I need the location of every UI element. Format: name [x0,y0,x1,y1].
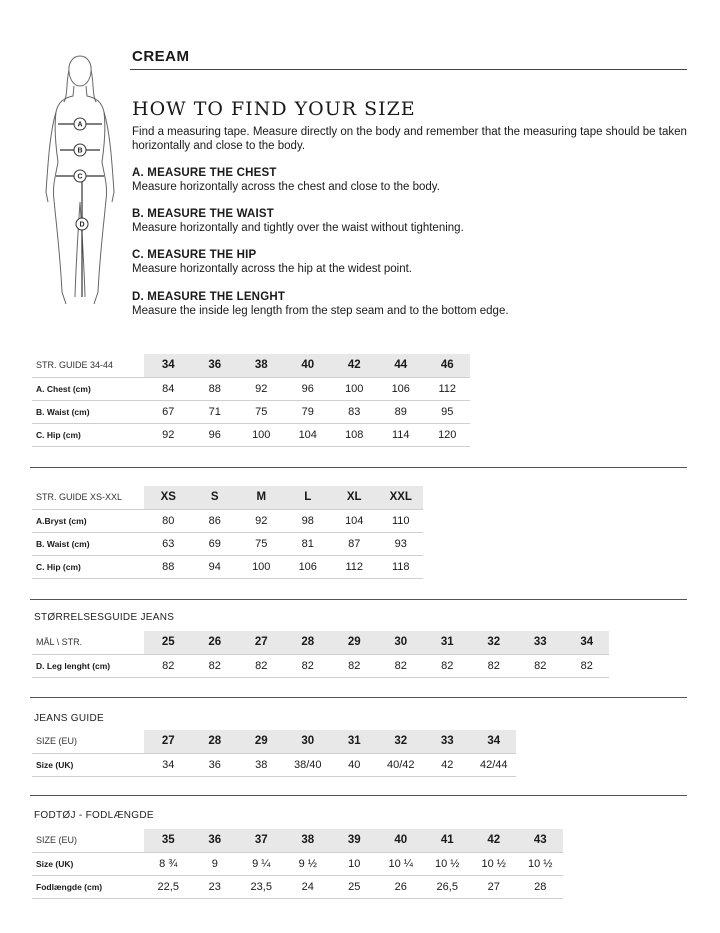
table-cell: 9 ¼ [239,852,284,875]
table-cell: 75 [239,400,284,423]
step-heading: C. MEASURE THE HIP [132,249,257,261]
table-cell: 106 [286,555,331,578]
size-column-header: XS [146,486,191,509]
table-cell: 80 [146,509,191,532]
table-row [32,875,563,898]
size-column-header: 29 [332,631,377,654]
table-cell: 98 [286,509,331,532]
size-column-header: 38 [286,829,331,852]
step-hip [132,248,692,276]
size-column-header: 31 [425,631,470,654]
row-label: B. Waist (cm) [32,532,144,555]
body-measurement-figure [30,52,130,312]
size-column-header: XL [332,486,377,509]
step-heading: D. MEASURE THE LENGHT [132,291,286,303]
marker-a: A [77,121,83,129]
table-header-label: SIZE (EU) [32,730,144,753]
table-row [32,753,516,776]
size-column-header: 32 [379,730,424,753]
section-title-jeans-guide: JEANS GUIDE [34,713,104,724]
table-cell: 42 [425,753,470,776]
table-cell: 40 [332,753,377,776]
table-cell: 42/44 [472,753,517,776]
table-cell: 36 [193,753,238,776]
size-column-header: 40 [286,354,331,377]
table-cell: 82 [472,654,517,677]
section-divider [30,697,687,698]
step-text: Measure horizontally and tightly over the waist without tightening. [132,222,464,234]
table-cell: 82 [565,654,610,677]
table-cell: 100 [239,423,284,446]
table-cell: 100 [239,555,284,578]
row-label: B. Waist (cm) [32,400,144,423]
table-cell: 26 [379,875,424,898]
table-cell: 82 [146,654,191,677]
table-header-label: STR. GUIDE XS-XXL [32,486,144,509]
step-length [132,290,692,318]
table-row [32,555,423,578]
size-column-header: 34 [565,631,610,654]
section-title-jeans-length: STØRRELSESGUIDE JEANS [34,612,175,623]
size-column-header: 40 [379,829,424,852]
size-column-header: 46 [425,354,470,377]
size-table-footwear [32,829,563,899]
section-title-footwear: FODTØJ - FODLÆNGDE [34,810,154,821]
table-header-label: SIZE (EU) [32,829,144,852]
step-text: Measure horizontally across the chest and close to the body. [132,181,440,193]
size-column-header: 37 [239,829,284,852]
table-cell: 63 [146,532,191,555]
table-cell: 82 [379,654,424,677]
brand-name: CREAM [132,48,190,65]
step-text: Measure the inside leg length from the step seam and to the bottom edge. [132,305,509,317]
size-column-header: 29 [239,730,284,753]
table-row [32,852,563,875]
table-header-row [32,829,563,852]
size-column-header: 39 [332,829,377,852]
brand-divider [130,69,687,70]
row-label: D. Leg lenght (cm) [32,654,144,677]
table-cell: 10 ¼ [379,852,424,875]
table-cell: 112 [425,377,470,400]
size-column-header: 26 [193,631,238,654]
inner-leg [75,202,85,297]
table-cell: 86 [193,509,238,532]
table-cell: 22,5 [146,875,191,898]
head-outline [69,56,91,86]
table-header-row [32,730,516,753]
table-cell: 96 [193,423,238,446]
size-column-header: 41 [425,829,470,852]
size-column-header: 33 [425,730,470,753]
size-column-header: 44 [379,354,424,377]
table-cell: 84 [146,377,191,400]
table-cell: 81 [286,532,331,555]
size-table-xs-xxl [32,486,423,579]
marker-b: B [77,147,83,155]
table-cell: 34 [146,753,191,776]
table-cell: 82 [332,654,377,677]
step-heading: B. MEASURE THE WAIST [132,208,275,220]
table-cell: 87 [332,532,377,555]
size-column-header: 33 [518,631,563,654]
guide-intro: Find a measuring tape. Measure directly on the body and remember that the measuring tape should be taken horizontally and close to the body. [132,126,687,152]
table-cell: 10 ½ [472,852,517,875]
size-column-header: 27 [239,631,284,654]
table-cell: 120 [425,423,470,446]
size-table-jeans-length [32,631,609,678]
table-row [32,509,423,532]
row-label: C. Hip (cm) [32,423,144,446]
table-cell: 10 ½ [518,852,563,875]
arm-right [104,112,114,202]
section-divider [30,795,687,796]
table-cell: 23 [193,875,238,898]
table-cell: 69 [193,532,238,555]
size-column-header: 43 [518,829,563,852]
size-column-header: 32 [472,631,517,654]
section-divider [30,467,687,468]
table-cell: 88 [193,377,238,400]
table-cell: 26,5 [425,875,470,898]
table-cell: 93 [379,532,424,555]
table-cell: 82 [193,654,238,677]
size-column-header: 30 [286,730,331,753]
guide-title: HOW TO FIND YOUR SIZE [132,98,416,120]
row-label: C. Hip (cm) [32,555,144,578]
table-cell: 108 [332,423,377,446]
row-label: Fodlængde (cm) [32,875,144,898]
table-cell: 114 [379,423,424,446]
table-cell: 79 [286,400,331,423]
row-label: A.Bryst (cm) [32,509,144,532]
size-table-34-44 [32,354,470,447]
table-header-row [32,486,423,509]
table-cell: 23,5 [239,875,284,898]
table-cell: 27 [472,875,517,898]
table-cell: 75 [239,532,284,555]
section-divider [30,599,687,600]
table-row [32,532,423,555]
size-column-header: L [286,486,331,509]
table-cell: 100 [332,377,377,400]
size-column-header: 28 [193,730,238,753]
size-column-header: 31 [332,730,377,753]
table-cell: 82 [518,654,563,677]
size-column-header: 27 [146,730,191,753]
size-column-header: 42 [472,829,517,852]
size-column-header: 28 [286,631,331,654]
table-cell: 89 [379,400,424,423]
table-cell: 104 [286,423,331,446]
table-cell: 83 [332,400,377,423]
size-table-jeans-guide [32,730,516,777]
arm-left [46,112,56,202]
size-column-header: M [239,486,284,509]
table-cell: 40/42 [379,753,424,776]
size-column-header: XXL [379,486,424,509]
table-cell: 67 [146,400,191,423]
table-cell: 82 [286,654,331,677]
table-header-label: MÅL \ STR. [32,631,144,654]
table-row [32,400,470,423]
size-column-header: 42 [332,354,377,377]
table-cell: 71 [193,400,238,423]
table-row [32,377,470,400]
marker-c: C [77,173,83,181]
table-cell: 10 [332,852,377,875]
table-header-row [32,631,609,654]
table-cell: 88 [146,555,191,578]
size-column-header: 25 [146,631,191,654]
size-column-header: 30 [379,631,424,654]
table-cell: 104 [332,509,377,532]
size-column-header: 36 [193,829,238,852]
table-cell: 38/40 [286,753,331,776]
step-waist [132,207,692,235]
size-column-header: S [193,486,238,509]
step-text: Measure horizontally across the hip at the widest point. [132,263,412,275]
table-row [32,423,470,446]
row-label: A. Chest (cm) [32,377,144,400]
table-cell: 96 [286,377,331,400]
table-cell: 118 [379,555,424,578]
table-cell: 82 [425,654,470,677]
size-column-header: 36 [193,354,238,377]
table-header-label: STR. GUIDE 34-44 [32,354,144,377]
table-cell: 9 [193,852,238,875]
table-cell: 112 [332,555,377,578]
table-cell: 94 [193,555,238,578]
size-column-header: 35 [146,829,191,852]
row-label: Size (UK) [32,753,144,776]
table-row [32,654,609,677]
step-chest [132,166,692,194]
size-column-header: 34 [146,354,191,377]
marker-d: D [79,221,85,229]
row-label: Size (UK) [32,852,144,875]
table-header-row [32,354,470,377]
size-column-header: 34 [472,730,517,753]
table-cell: 8 ¾ [146,852,191,875]
size-column-header: 38 [239,354,284,377]
step-heading: A. MEASURE THE CHEST [132,167,277,179]
table-cell: 82 [239,654,284,677]
table-cell: 92 [239,509,284,532]
table-cell: 38 [239,753,284,776]
table-cell: 9 ½ [286,852,331,875]
table-cell: 95 [425,400,470,423]
table-cell: 28 [518,875,563,898]
table-cell: 10 ½ [425,852,470,875]
table-cell: 92 [239,377,284,400]
table-cell: 25 [332,875,377,898]
table-cell: 24 [286,875,331,898]
table-cell: 106 [379,377,424,400]
table-cell: 92 [146,423,191,446]
table-cell: 110 [379,509,424,532]
